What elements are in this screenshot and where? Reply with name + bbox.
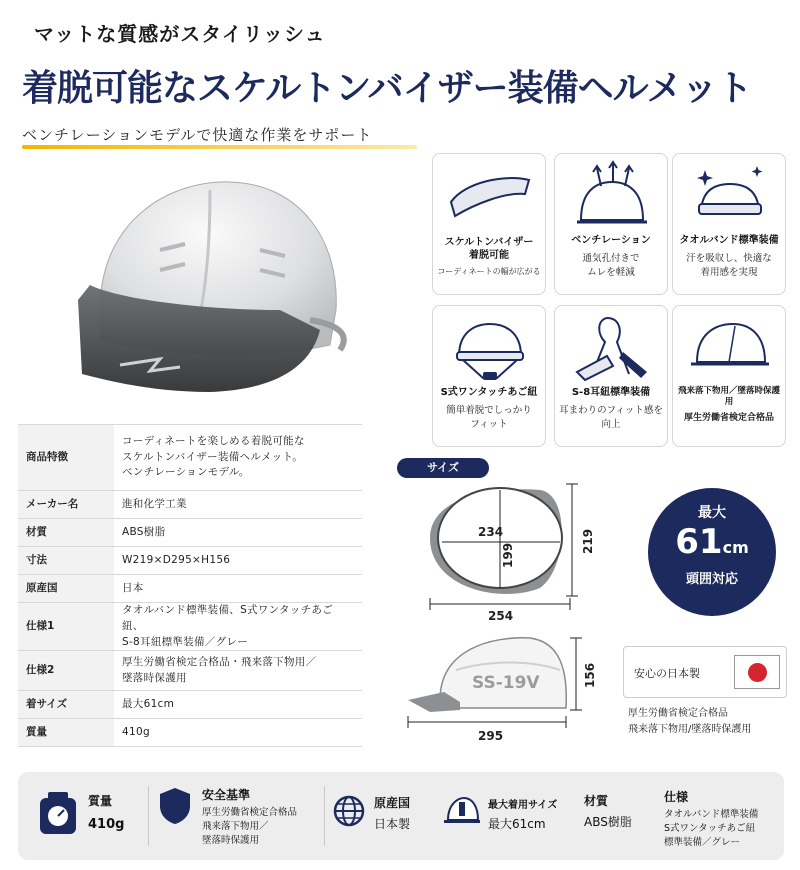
dim-inner-width: 234 <box>478 525 504 539</box>
divider <box>324 786 325 846</box>
summary-value: 日本製 <box>374 817 411 831</box>
summary-max-size <box>438 772 588 860</box>
table-row <box>18 651 362 691</box>
spec-value: W219×D295×H156 <box>114 547 362 575</box>
table-row <box>18 519 362 547</box>
feature-desc: 通気孔付きで ムレを軽減 <box>582 253 640 278</box>
subline: ベンチレーションモデルで快適な作業をサポート <box>22 126 373 144</box>
table-row <box>18 547 362 575</box>
dim-height: 156 <box>583 662 597 688</box>
helmet-product-image <box>60 160 380 420</box>
summary-title: 材質 <box>584 794 609 808</box>
feature-desc: 厚生労働省検定合格品 <box>683 413 774 423</box>
spec-value: 日本 <box>114 575 362 603</box>
spec-value: 厚生労働省検定合格品・飛来落下物用／ 墜落時保護用 <box>114 651 362 691</box>
spec-key: メーカー名 <box>18 491 114 519</box>
feature-title: スケルトンバイザー 着脱可能 <box>444 237 534 261</box>
feature-card-ventilation <box>554 153 668 295</box>
feature-card-chin-strap <box>432 305 546 447</box>
spec-value: コーディネートを楽しめる着脱可能な スケルトンバイザー装備ヘルメット。 ベンチレーションモデル。 <box>114 425 362 491</box>
feature-title: 飛来落下物用／墜落時保護用 <box>677 386 780 408</box>
tagline: マットな質感がスタイリッシュ <box>34 22 326 46</box>
feature-card-towel-band <box>672 153 786 295</box>
summary-value: 最大61cm <box>488 817 546 831</box>
scale-icon <box>38 790 78 836</box>
shield-icon <box>158 786 192 826</box>
summary-value: 厚生労働省検定合格品 飛来落下物用／ 墜落時保護用 <box>202 807 298 846</box>
spec-key: 原産国 <box>18 575 114 603</box>
table-row <box>18 691 362 719</box>
chin-strap-icon <box>445 312 535 384</box>
helmet-cert-icon <box>685 312 775 384</box>
helmet-side-view-diagram <box>400 630 600 750</box>
feature-desc: コーディネートの幅が広がる <box>437 267 541 276</box>
summary-material <box>584 772 654 860</box>
spec-key: 仕様2 <box>18 651 114 691</box>
visor-icon <box>445 160 535 232</box>
made-in-japan-box <box>623 646 787 698</box>
badge-number: 61cm <box>675 522 749 562</box>
badge-line1: 最大 <box>698 505 726 521</box>
spec-table <box>18 424 362 747</box>
badge-line3: 頭囲対応 <box>685 572 738 587</box>
table-row <box>18 575 362 603</box>
japan-flag-icon <box>734 655 780 689</box>
summary-weight <box>18 772 148 860</box>
made-in-japan-label: 安心の日本製 <box>634 667 700 680</box>
feature-card-visor <box>432 153 546 295</box>
spec-value: 進和化学工業 <box>114 491 362 519</box>
table-row <box>18 425 362 491</box>
feature-card-certification <box>672 305 786 447</box>
summary-title: 質量 <box>88 794 113 808</box>
dim-outer-width: 219 <box>581 528 595 554</box>
feature-card-ear-strap <box>554 305 668 447</box>
towel-band-icon <box>685 160 775 232</box>
feature-desc: 汗を吸収し、快適な 着用感を実現 <box>686 253 772 278</box>
spec-value: タオルバンド標準装備、S式ワンタッチあご紐、 S-8耳紐標準装備／グレー <box>114 603 362 651</box>
feature-title: タオルバンド標準装備 <box>679 235 779 246</box>
ventilation-icon <box>567 160 657 232</box>
table-row <box>18 719 362 747</box>
feature-title: S-8耳紐標準装備 <box>571 387 651 398</box>
subline-underline <box>22 145 417 149</box>
certification-text: 厚生労働省検定合格品 飛来落下物用/墜落時保護用 <box>628 708 752 735</box>
spec-value: ABS樹脂 <box>114 519 362 547</box>
globe-icon <box>332 794 366 828</box>
headline: 着脱可能なスケルトンバイザー装備ヘルメット <box>22 68 752 109</box>
table-row <box>18 491 362 519</box>
ear-strap-icon <box>567 312 657 384</box>
max-size-badge <box>648 488 776 616</box>
spec-key: 仕様1 <box>18 603 114 651</box>
dim-outer-length: 254 <box>488 609 514 623</box>
summary-safety <box>152 772 322 860</box>
feature-title: S式ワンタッチあご紐 <box>440 387 538 398</box>
divider <box>148 786 149 846</box>
summary-bar <box>18 772 784 860</box>
spec-key: 質量 <box>18 719 114 747</box>
dim-side-length: 295 <box>478 729 504 743</box>
spec-key: 寸法 <box>18 547 114 575</box>
spec-key: 材質 <box>18 519 114 547</box>
badge-unit: cm <box>722 538 749 557</box>
summary-title: 安全基準 <box>202 788 251 802</box>
model-name: SS-19V <box>472 673 540 693</box>
spec-value: 最大61cm <box>114 691 362 719</box>
feature-title: ベンチレーション <box>571 235 651 246</box>
dim-inner-depth: 199 <box>501 542 515 568</box>
summary-title: 原産国 <box>374 796 411 810</box>
summary-spec <box>664 772 784 860</box>
summary-title: 最大着用サイズ <box>488 800 558 811</box>
feature-desc: 耳まわりのフィット感を 向上 <box>559 405 663 430</box>
summary-origin <box>328 772 438 860</box>
feature-desc: 簡単着脱でしっかり フィット <box>446 405 532 430</box>
summary-title: 仕様 <box>664 790 689 804</box>
summary-value: 410g <box>88 817 125 832</box>
size-label: サイズ <box>397 458 489 478</box>
spec-value: 410g <box>114 719 362 747</box>
helmet-icon <box>442 796 482 826</box>
table-row <box>18 603 362 651</box>
spec-key: 商品特徴 <box>18 425 114 491</box>
helmet-top-view-diagram <box>400 478 600 628</box>
summary-value: ABS樹脂 <box>584 815 632 829</box>
summary-value: タオルバンド標準装備 S式ワンタッチあご紐 標準装備／グレー <box>664 809 759 848</box>
spec-key: 着サイズ <box>18 691 114 719</box>
